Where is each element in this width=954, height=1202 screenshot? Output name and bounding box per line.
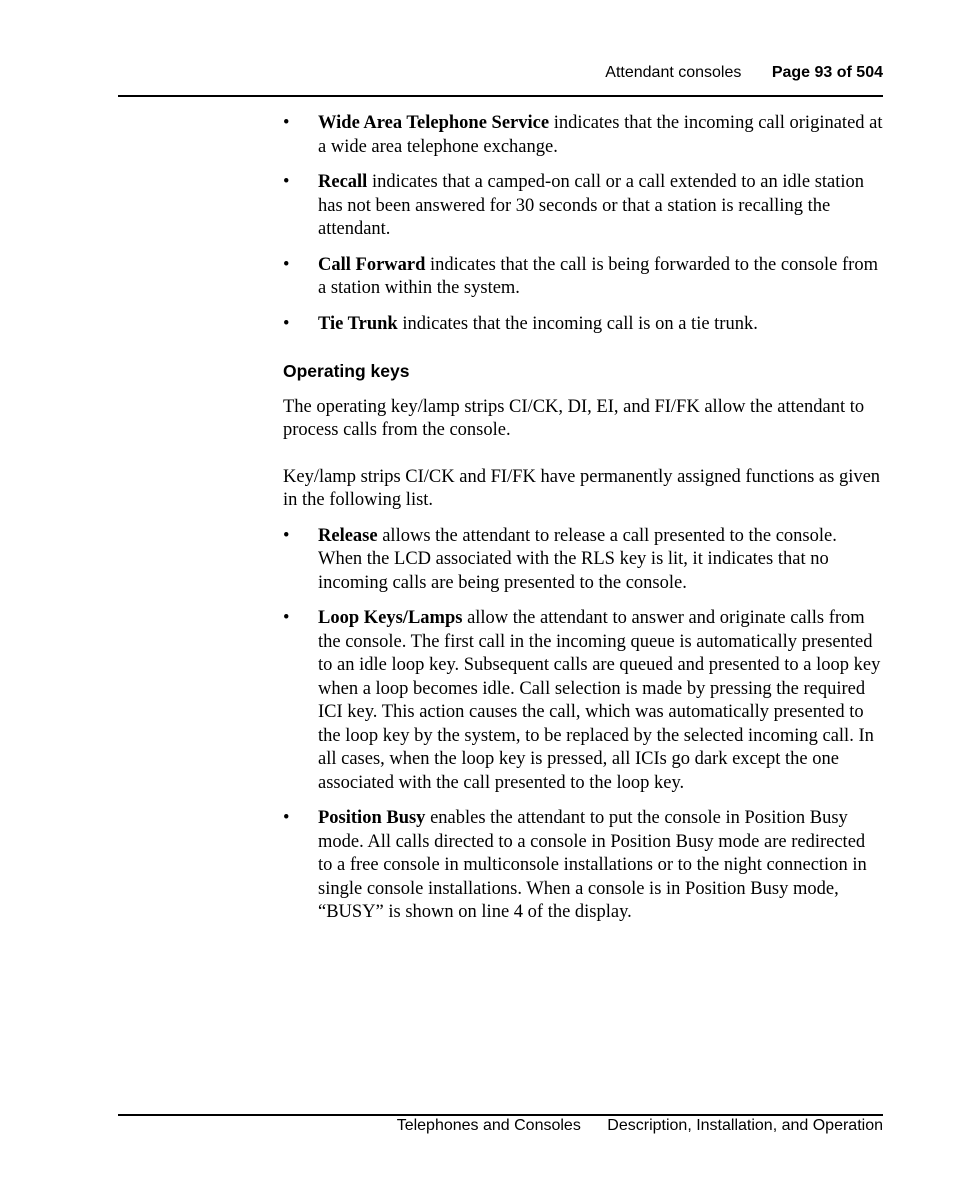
bullet-marker: • [283, 525, 290, 546]
list-item [283, 254, 883, 301]
bullet-text: enables the attendant to put the console in Position Busy mode. All calls directed to a console in Position Busy mode are redirected to a free console in multiconsole installations or to the night connection in single console installations. When a console is in Position Busy mode, “BUSY” is shown on line 4 of the display. [318, 808, 867, 922]
section-heading: Operating keys [283, 361, 410, 381]
bullet-term: Position Busy [318, 808, 426, 828]
list-item [283, 112, 883, 159]
footer-rule [118, 1114, 883, 1116]
bullet-marker: • [283, 254, 290, 275]
list-item [283, 607, 883, 795]
bullet-term: Recall [318, 172, 368, 192]
list-item [283, 807, 883, 925]
header-rule [118, 95, 883, 97]
bullet-term: Tie Trunk [318, 313, 398, 334]
list-item [283, 313, 883, 337]
bullet-term: Wide Area Telephone Service [318, 113, 550, 133]
list-item [283, 171, 883, 242]
footer-book-subtitle: Description, Installation, and Operation [607, 1117, 883, 1134]
page-header [605, 64, 883, 82]
page-body [283, 112, 883, 937]
bullet-text: indicates that the incoming call is on a tie trunk. [397, 313, 758, 334]
page-footer [397, 1117, 883, 1135]
bullet-text: indicates that the incoming call originated at a wide area telephone exchange. [318, 113, 883, 157]
footer-book-title: Telephones and Consoles [396, 1117, 581, 1134]
bullet-marker: • [283, 313, 290, 334]
bullet-text: indicates that a camped-on call or a call extended to an idle station has not been answered for 30 seconds or that a station is recalling the attendant. [318, 172, 865, 239]
bullet-term: Loop Keys/Lamps [318, 608, 463, 628]
bullet-marker: • [283, 608, 290, 628]
header-section-title: Attendant consoles [605, 64, 742, 81]
bullet-text: indicates that the call is being forwarded to the console from a station within the system. [318, 254, 878, 298]
header-page-number: Page 93 of 504 [771, 64, 883, 81]
bullet-marker: • [283, 113, 290, 133]
paragraph: The operating key/lamp strips CI/CK, DI, EI, and FI/FK allow the attendant to process calls from the console. [283, 396, 865, 440]
bullet-text: allows the attendant to release a call presented to the console. When the LCD associated with the RLS key is lit, it indicates that no incoming calls are being presented to the console. [318, 525, 837, 593]
paragraph: Key/lamp strips CI/CK and FI/FK have permanently assigned functions as given in the following list. [283, 466, 881, 510]
bullet-marker: • [283, 808, 290, 828]
bullet-marker: • [283, 172, 290, 192]
bullet-text: allow the attendant to answer and originate calls from the console. The first call in the incoming queue is automatically presented to an idle loop key. Subsequent calls are queued and presented to a loop key when a loop becomes idle. Call selection is made by pressing the required ICI key. This action causes the call, which was automatically presented to the loop key by the system, to be replaced by the selected incoming call. In all cases, when the loop key is pressed, all ICIs go dark except the one associated with the call presented to the loop key. [318, 608, 881, 793]
bullet-term: Call Forward [318, 254, 426, 275]
bullet-term: Release [318, 525, 378, 546]
list-item [283, 525, 883, 596]
